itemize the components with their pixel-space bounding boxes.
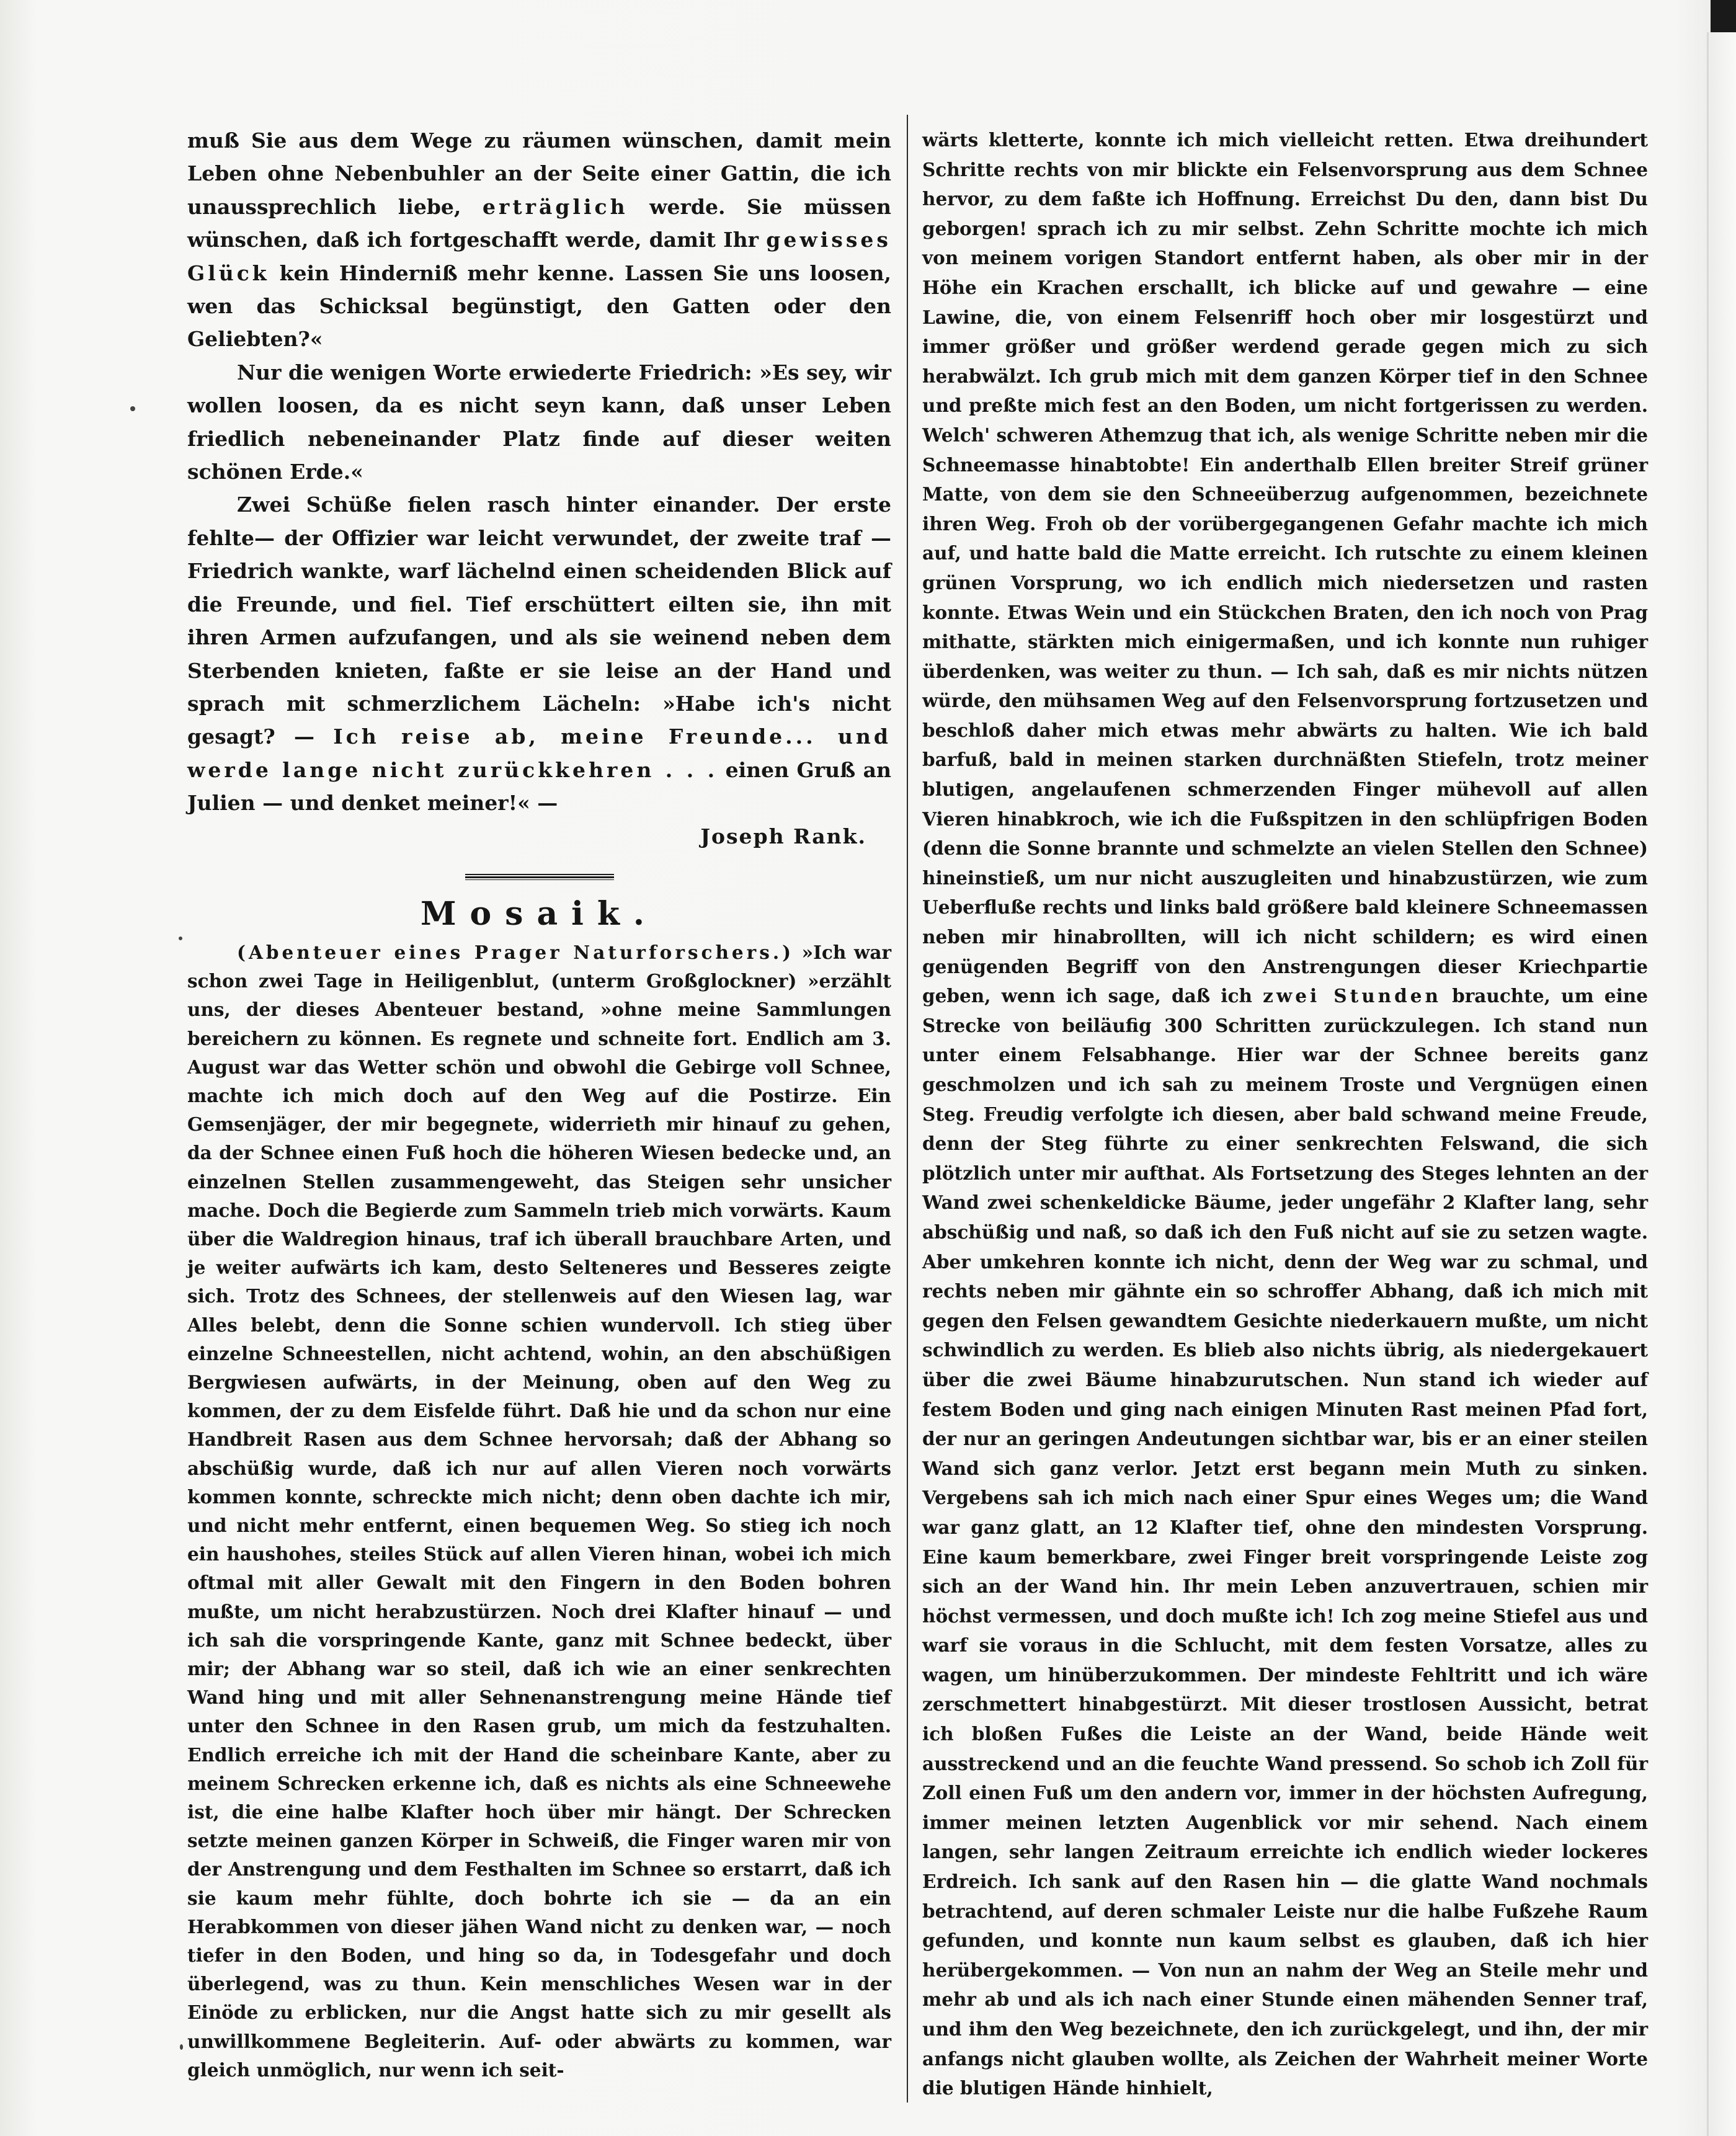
section-rule [465, 874, 614, 880]
emphasis-text: erträglich [482, 194, 628, 219]
scan-speck [130, 406, 135, 411]
story-paragraph-3 [187, 488, 891, 819]
story-text: werde. Sie müssen wünschen, daß ich fortgeschafft werde, damit Ihr [187, 194, 891, 252]
story-paragraph-2: Nur die wenigen Worte erwiederte Friedrich: »Es sey, wir wollen loosen, da es nicht seyn kann, daß unser Leben friedlich nebeneinander Platz finde auf dieser weiten schönen Erde.« [187, 360, 891, 484]
scan-speck [180, 2044, 183, 2050]
scan-speck [179, 937, 182, 940]
mosaik-paragraph-left [187, 938, 891, 2085]
emphasis-text: Ich reise ab, meine Freunde... und werde lange nicht zurückkehren . . . [187, 724, 891, 782]
emphasis-text: gewisses Glück [187, 228, 891, 285]
right-column [922, 125, 1648, 2103]
section-heading: Mosaik. [420, 894, 659, 933]
story-text: einen Gruß an Julien — und denket meiner!« — [187, 757, 891, 816]
mosaik-paragraph-right [922, 125, 1648, 2103]
left-column [187, 124, 891, 2085]
story-text: muß Sie aus dem Wege zu räumen wünschen, damit mein Leben ohne Nebenbuhler an der Seite einer Gattin, die ich unaussprechlich liebe, [187, 128, 891, 219]
anecdote-text: brauchte, um eine Strecke von beiläufig 300 Schritten zurückzulegen. Ich stand nun unter einem Felsabhange. Hier war der Schnee bereits ganz geschmolzen und ich sah zu meinem Troste und Vergnügen einen Steg. Freudig verfolgte ich diesen, aber bald schwand meine Freude, denn der Steg führte zu einer senkrechten Felswand, die sich plötzlich unter mir aufthat. Als Fortsetzung des Steges lehnten an der Wand zwei schenkeldicke Bäume, jeder ungefähr 2 Klafter lang, sehr abschüßig und naß, so daß ich den Fuß nicht auf sie zu setzen wagte. Aber umkehren konnte ich nicht, denn der Weg war zu schmal, und rechts neben mir gähnte ein so schroffer Abhang, daß ich mich mit gegen den Felsen gewandtem Gesichte niederkauern mußte, um nicht schwindlich zu werden. Es blieb also nichts übrig, als niedergekauert über die zwei Bäume hinabzurutschen. Nun stand ich wieder auf festem Boden und ging nach einigen Minuten Rast meinen Pfad fort, der nur an geringen Andeutungen sichtbar war, bis er an einer steilen Wand sich ganz verlor. Jetzt erst begann mein Muth zu sinken. Vergebens sah ich mich nach einer Spur eines Weges um; die Wand war ganz glatt, an 12 Klafter tief, ohne den mindesten Vorsprung. Eine kaum bemerkbare, zwei Finger breit vorspringende Leiste zog sich an der Wand hin. Ihr mein Leben anzuvertrauen, schien mir höchst vermessen, und doch mußte ich! Ich zog meine Stiefel aus und warf sie voraus in die Schlucht, mit dem festen Vorsatze, alles zu wagen, um hinüberzukommen. Der mindeste Fehltritt und ich wäre zerschmettert hinabgestürzt. Mit dieser trostlosen Aussicht, betrat ich bloßen Fußes die Leiste an der Wand, beide Hände weit ausstreckend und an die feuchte Wand pressend. So schob ich Zoll für Zoll einen Fuß um den andern vor, immer in der höchsten Aufregung, immer meinen letzten Augenblick vor mir sehend. Nach einem langen, sehr langen Zeitraum erreichte ich endlich wieder lockeres Erdreich. Ich sank auf den Rasen hin — die glatte Wand nochmals betrachtend, auf deren schmaler Leiste nur die halbe Fußzehe Raum gefunden, und konnte nun kaum selbst es glauben, daß ich hier herübergekommen. — Von nun an nahm der Weg an Steile mehr und mehr ab und als ich nach einer Stunde einen mähenden Senner traf, und ihm den Weg bezeichnete, den ich zurückgelegt, und ihn, der mir anfangs nicht glauben wollte, als Zeichen der Wahrheit meiner Worte die blutigen Hände hinhielt, [922, 985, 1649, 2099]
scan-edge-shadow [1711, 0, 1736, 32]
column-divider [907, 115, 908, 2103]
anecdote-title: (Abenteuer eines Prager Naturforschers.) [237, 941, 795, 963]
page-edge [1707, 32, 1709, 2136]
anecdote-text: »Ich war schon zwei Tage in Heiligenblut, (unterm Großglockner) »erzählt uns, der dieses Abenteuer bestand, »ohne meine Sammlungen bereichern zu können. Es regnete und schneite fort. Endlich am 3. August war das Wetter schön und obwohl die Gebirge voll Schnee, machte ich mich doch auf den Weg auf die Postirze. Ein Gemsenjäger, der mir begegnete, widerrieth mir hinauf zu gehen, da der Schnee einen Fuß hoch die höheren Wiesen bedecke und, an einzelnen Stellen zusammengeweht, das Steigen sehr unsicher mache. Doch die Begierde zum Sammeln trieb mich vorwärts. Kaum über die Waldregion hinaus, traf ich überall brauchbare Arten, und je weiter aufwärts ich kam, desto Selteneres und Besseres zeigte sich. Trotz des Schnees, der stellenweis auf den Wiesen lag, war Alles belebt, denn die Sonne schien wundervoll. Ich stieg über einzelne Schneestellen, nicht achtend, wohin, an den abschüßigen Bergwiesen aufwärts, in der Meinung, oben auf den Weg zu kommen, der zu dem Eisfelde führt. Daß hie und da schon nur eine Handbreit Rasen aus dem Schnee hervorsah; daß der Abhang so abschüßig wurde, daß ich nur auf allen Vieren noch vorwärts kommen konnte, schreckte mich nicht; denn oben dachte ich mir, und nicht mehr entfernt, einen bequemen Weg. So stieg ich noch ein haushohes, steiles Stück auf allen Vieren hinan, wobei ich mich oftmal mit aller Gewalt mit den Fingern in den Boden bohren mußte, um nicht herabzustürzen. Noch drei Klafter hinauf — und ich sah die vorspringende Kante, ganz mit Schnee bedeckt, über mir; der Abhang war so steil, daß ich wie an einer senkrechten Wand hing und mit aller Sehnenanstrengung meine Hände tief unter den Schnee in den Rasen grub, um mich da festzuhalten. Endlich erreiche ich mit der Hand die scheinbare Kante, aber zu meinem Schrecken erkenne ich, daß es nichts als eine Schneewehe ist, die eine halbe Klafter hoch über mir hängt. Der Schrecken setzte meinen ganzen Körper in Schweiß, die Finger waren mir von der Anstrengung und dem Festhalten im Schnee so erstarrt, daß ich sie kaum mehr fühlte, doch bohrte ich sie — da an ein Herabkommen von dieser jähen Wand nicht zu denken war, — noch tiefer in den Boden, und hing so da, in Todesgefahr und doch überlegend, was zu thun. Kein menschliches Wesen war in der Einöde zu erblicken, nur die Angst hatte sich zu mir gesellt als unwillkommene Begleiterin. Auf- oder abwärts zu kommen, war gleich unmöglich, nur wenn ich seit- [187, 941, 891, 2081]
author-signature: Joseph Rank. [700, 824, 866, 848]
anecdote-text: wärts kletterte, konnte ich mich vielleicht retten. Etwa dreihundert Schritte rechts von mir blickte ein Felsenvorsprung aus dem Schnee hervor, zu dem faßte ich Hoffnung. Erreichst Du den, dann bist Du geborgen! sprach ich zu mir selbst. Zehn Schritte mochte ich mich von meinem vorigen Standort entfernt haben, als ober mir in der Höhe ein Krachen erschallt, ich blicke auf und gewahre — eine Lawine, die, von einem Felsenriff hoch ober mir losgestürzt und immer größer und größer werdend gerade gegen mich zu sich herabwälzt. Ich grub mich mit dem ganzen Körper tief in den Schnee und preßte mich fest an den Boden, um nicht fortgerissen zu werden. Welch' schweren Athemzug that ich, als wenige Schritte neben mir die Schneemasse hinabtobte! Ein anderthalb Ellen breiter Streif grüner Matte, von dem sie den Schneeüberzug aufgenommen, bezeichnete ihren Weg. Froh ob der vorübergegangenen Gefahr machte ich mich auf, und hatte bald die Matte erreicht. Ich rutschte zu einem kleinen grünen Vorsprung, wo ich endlich mich niedersetzen und rasten konnte. Etwas Wein und ein Stückchen Braten, den ich noch von Prag mithatte, stärkten mich einigermaßen, und ich konnte nun ruhiger überdenken, was weiter zu thun. — Ich sah, daß es mir nichts nützen würde, den mühsamen Weg auf den Felsenvorsprung fortzusetzen und beschloß daher mich etwas mehr abwärts zu halten. Wie ich bald barfuß, bald in meinen starken durchnäßten Stiefeln, trotz meiner blutigen, angelaufenen schmerzenden Finger mühevoll auf allen Vieren hinabkroch, wie ich die Fußspitzen in den schlüpfrigen Boden (denn die Sonne brannte und schmelzte an vielen Stellen den Schnee) hineinstieß, um nur nicht auszugleiten und hinabzustürzen, wie zum Ueberfluße rechts und links bald größere bald kleinere Schneemassen neben mir hinabrollten, will ich nicht schildern; es wird einen genügenden Begriff von den Anstrengungen dieser Kriechpartie geben, wenn ich sage, daß ich [922, 129, 1648, 1007]
story-text: Zwei Schüße fielen rasch hinter einander. Der erste fehlte— der Offizier war leicht verwundet, der zweite traf — Friedrich wankte, warf lächelnd einen scheidenden Blick auf die Freunde, und fiel. Tief erschüttert eilten sie, ihn mit ihren Armen aufzufangen, und als sie weinend neben dem Sterbenden knieten, faßte er sie leise an der Hand und sprach mit schmerzlichem Lächeln: »Habe ich's nicht gesagt? — [187, 492, 891, 749]
story-paragraph-1 [187, 124, 891, 356]
story-text: kein Hinderniß mehr kenne. Lassen Sie uns loosen, wen das Schicksal begünstigt, den Gatten oder den Geliebten?« [187, 260, 891, 352]
emphasis-text: zwei Stunden [1263, 985, 1441, 1007]
